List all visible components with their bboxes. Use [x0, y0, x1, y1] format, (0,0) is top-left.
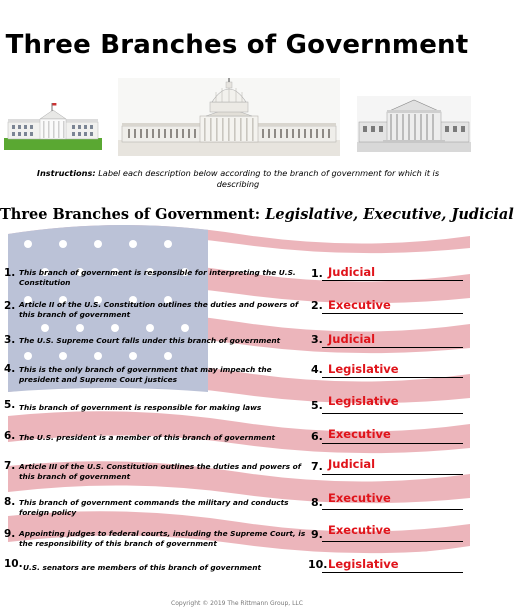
answer-number: 4. — [311, 363, 323, 376]
question-row — [0, 523, 474, 556]
question-row — [0, 394, 474, 428]
answer-line — [322, 313, 463, 314]
question-text: This is the only branch of government that may impeach the president and Supreme Court justices — [19, 365, 272, 384]
question-row — [0, 459, 474, 489]
answer-text: Executive — [328, 298, 391, 312]
question-text: The U.S. president is a member of this branch of government — [19, 433, 275, 442]
instructions — [36, 168, 440, 190]
question-number: 6. — [4, 430, 16, 442]
question-row — [0, 557, 474, 587]
page-title: Three Branches of Government — [5, 30, 469, 60]
question-number: 10. — [4, 558, 23, 570]
copyright: Copyright © 2019 The Rittmann Group, LLC — [171, 600, 303, 607]
question-row — [0, 332, 474, 362]
answer-line — [322, 509, 463, 510]
answer-line — [322, 541, 463, 542]
answer-line — [322, 280, 463, 281]
question-text: The U.S. Supreme Court falls under this branch of government — [19, 336, 281, 345]
answer-number: 10. — [308, 558, 328, 571]
answer-number: 5. — [311, 399, 323, 412]
instructions-text: Label each description below according to the branch of government for which it is describing — [98, 168, 440, 189]
question-number: 4. — [4, 363, 16, 375]
question-row — [0, 491, 474, 524]
answer-line — [322, 377, 463, 378]
answer-text: Executive — [328, 523, 391, 537]
question-number: 3. — [4, 334, 16, 346]
question-row — [0, 266, 474, 296]
answer-text: Executive — [328, 427, 391, 441]
answer-text: Judicial — [328, 265, 376, 279]
white-house-image — [4, 100, 102, 150]
question-number: 5. — [4, 399, 16, 411]
supreme-court-image — [357, 96, 471, 152]
question-text: This branch of government is responsible for making laws — [19, 403, 262, 412]
answer-text: Legislative — [328, 394, 399, 408]
subtitle-prefix: Three Branches of Government: — [0, 206, 261, 223]
answer-line — [322, 413, 463, 414]
question-text: This branch of government commands the military and conducts foreign policy — [19, 498, 289, 517]
answer-line — [322, 474, 463, 475]
capitol-image — [118, 78, 340, 156]
answer-number: 9. — [311, 528, 323, 541]
answer-number: 2. — [311, 299, 323, 312]
question-row — [0, 429, 474, 459]
answer-text: Judicial — [328, 332, 376, 346]
question-number: 9. — [4, 528, 16, 540]
subtitle — [0, 206, 514, 223]
answer-line — [322, 572, 463, 573]
answer-number: 6. — [311, 430, 323, 443]
answer-line — [322, 443, 463, 444]
answer-number: 8. — [311, 496, 323, 509]
instructions-label: Instructions: — [36, 168, 96, 178]
question-number: 8. — [4, 496, 16, 508]
answer-number: 7. — [311, 460, 323, 473]
subtitle-branches: Legislative, Executive, Judicial — [265, 206, 514, 223]
answer-number: 3. — [311, 333, 323, 346]
question-text: U.S. senators are members of this branch of government — [23, 563, 261, 572]
question-text: This branch of government is responsible for interpreting the U.S. Constitution — [19, 268, 296, 287]
answer-number: 1. — [311, 267, 323, 280]
answer-text: Judicial — [328, 457, 376, 471]
answer-text: Executive — [328, 491, 391, 505]
question-row — [0, 362, 474, 392]
question-number: 1. — [4, 267, 16, 279]
answer-text: Legislative — [328, 362, 399, 376]
question-number: 7. — [4, 460, 16, 472]
question-text: Article II of the U.S. Constitution outlines the duties and powers of this branch of government — [19, 300, 299, 319]
question-text: Appointing judges to federal courts, including the Supreme Court, is the responsibility of this branch of government — [19, 529, 306, 548]
answer-text: Legislative — [328, 557, 399, 571]
question-text: Article III of the U.S. Constitution outlines the duties and powers of this branch of government — [19, 462, 301, 481]
question-row — [0, 298, 474, 328]
question-number: 2. — [4, 300, 16, 312]
answer-line — [322, 347, 463, 348]
